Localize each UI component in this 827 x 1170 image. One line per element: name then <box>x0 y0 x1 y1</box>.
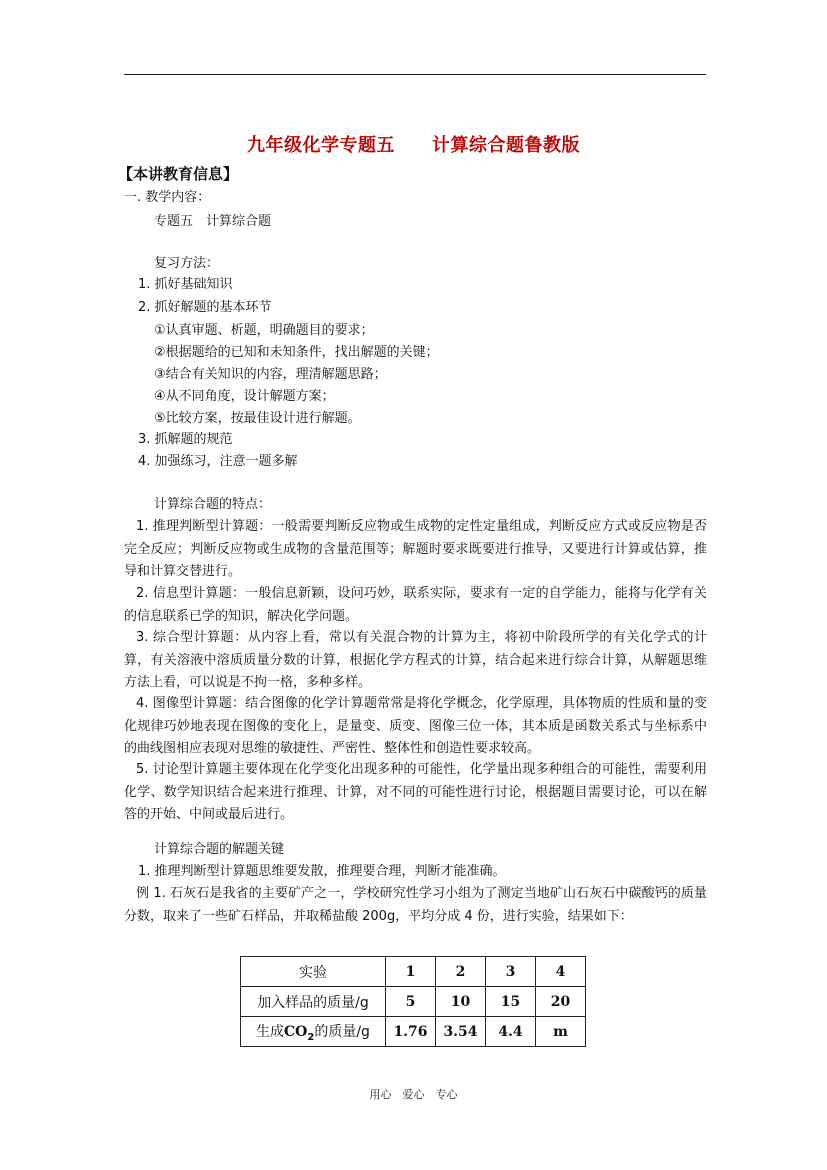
table-cell: 1.76 <box>386 1017 436 1047</box>
feature-paragraph: 3. 综合型计算题：从内容上看，常以有关混合物的计算为主，将初中阶段所学的有关化学式的计算，有关溶液中溶质质量分数的计算，根据化学方程式的计算，结合起来进行综合计算，从解题思维方法上看，可以说是不拘一格，多种多样。 <box>124 630 707 690</box>
page-title: 九年级化学专题五 计算综合题鲁教版 <box>247 135 580 156</box>
content-heading: 一. 教学内容： <box>124 190 211 205</box>
table-cell: 10 <box>436 987 486 1017</box>
feature-paragraph: 2. 信息型计算题：一般信息新颖，设问巧妙，联系实际，要求有一定的自学能力，能将与化学有关的信息联系已学的知识，解决化学问题。 <box>124 586 707 624</box>
review-subitem: ④从不同角度，设计解题方案； <box>154 389 335 404</box>
table-row <box>241 1017 586 1047</box>
table-cell: 20 <box>536 987 586 1017</box>
table-cell: 1 <box>386 957 436 987</box>
review-heading: 复习方法： <box>154 256 220 271</box>
review-item: 2. 抓好解题的基本环节 <box>138 300 272 315</box>
table-row <box>241 987 586 1017</box>
key-item: 1. 推理判断型计算题思维要发散，推理要合理，判断才能准确。 <box>138 864 506 879</box>
review-item: 3. 抓解题的规范 <box>138 432 233 447</box>
page-footer: 用心 爱心 专心 <box>369 1088 458 1101</box>
section-header: 【本讲教育信息】 <box>118 165 239 183</box>
review-subitem: ③结合有关知识的内容，理清解题思路； <box>154 367 387 382</box>
table-cell: 4.4 <box>486 1017 536 1047</box>
table-cell: m <box>536 1017 586 1047</box>
table-row <box>241 957 586 987</box>
header-rule <box>124 74 706 75</box>
key-heading: 计算综合题的解题关键 <box>154 842 285 857</box>
feature-paragraph: 5. 讨论型计算题主要体现在化学变化出现多种的可能性，化学量出现多种组合的可能性，需要利用化学、数学知识结合起来进行推理、计算，对不同的可能性进行讨论，根据题目需要讨论，可以在解答的开始、中间或最后进行。 <box>124 762 707 822</box>
review-item: 4. 加强练习，注意一题多解 <box>138 454 298 469</box>
topic-line: 专题五 计算综合题 <box>154 214 272 229</box>
experiment-table <box>240 956 586 1047</box>
table-cell: 15 <box>486 987 536 1017</box>
table-row-label: 加入样品的质量/g <box>241 987 386 1017</box>
review-subitem: ②根据题给的已知和未知条件，找出解题的关键； <box>154 345 439 360</box>
example-paragraph: 例 1. 石灰石是我省的主要矿产之一，学校研究性学习小组为了测定当地矿山石灰石中碳酸钙的质量分数，取来了一些矿石样品，并取稀盐酸 200g，平均分成 4 份，进行实验，结果如下： <box>124 886 707 924</box>
table-cell: 3.54 <box>436 1017 486 1047</box>
table-cell: 3 <box>486 957 536 987</box>
feature-paragraph: 1. 推理判断型计算题：一般需要判断反应物或生成物的定性定量组成，判断反应方式或反应物是否完全反应；判断反应物或生成物的含量范围等；解题时要求既要进行推导，又要进行计算或估算，推导和计算交替进行。 <box>124 519 707 579</box>
table-row-label: 生成$CO_2$的质量/g <box>241 1017 386 1047</box>
table-cell: 4 <box>536 957 586 987</box>
table-cell: 5 <box>386 987 436 1017</box>
table-cell: 2 <box>436 957 486 987</box>
features-heading: 计算综合题的特点： <box>154 497 272 512</box>
feature-paragraph: 4. 图像型计算题：结合图像的化学计算题常常是将化学概念，化学原理，具体物质的性质和量的变化规律巧妙地表现在图像的变化上，是量变、质变、图像三位一体，其本质是函数关系式与坐标系中的曲线图相应表现对思维的敏捷性、严密性、整体性和创造性要求较高。 <box>124 696 707 756</box>
review-subitem: ⑤比较方案，按最佳设计进行解题。 <box>154 411 361 426</box>
review-subitem: ①认真审题、析题，明确题目的要求； <box>154 323 374 338</box>
table-header-label: 实验 <box>241 957 386 987</box>
review-item: 1. 抓好基础知识 <box>138 277 233 292</box>
